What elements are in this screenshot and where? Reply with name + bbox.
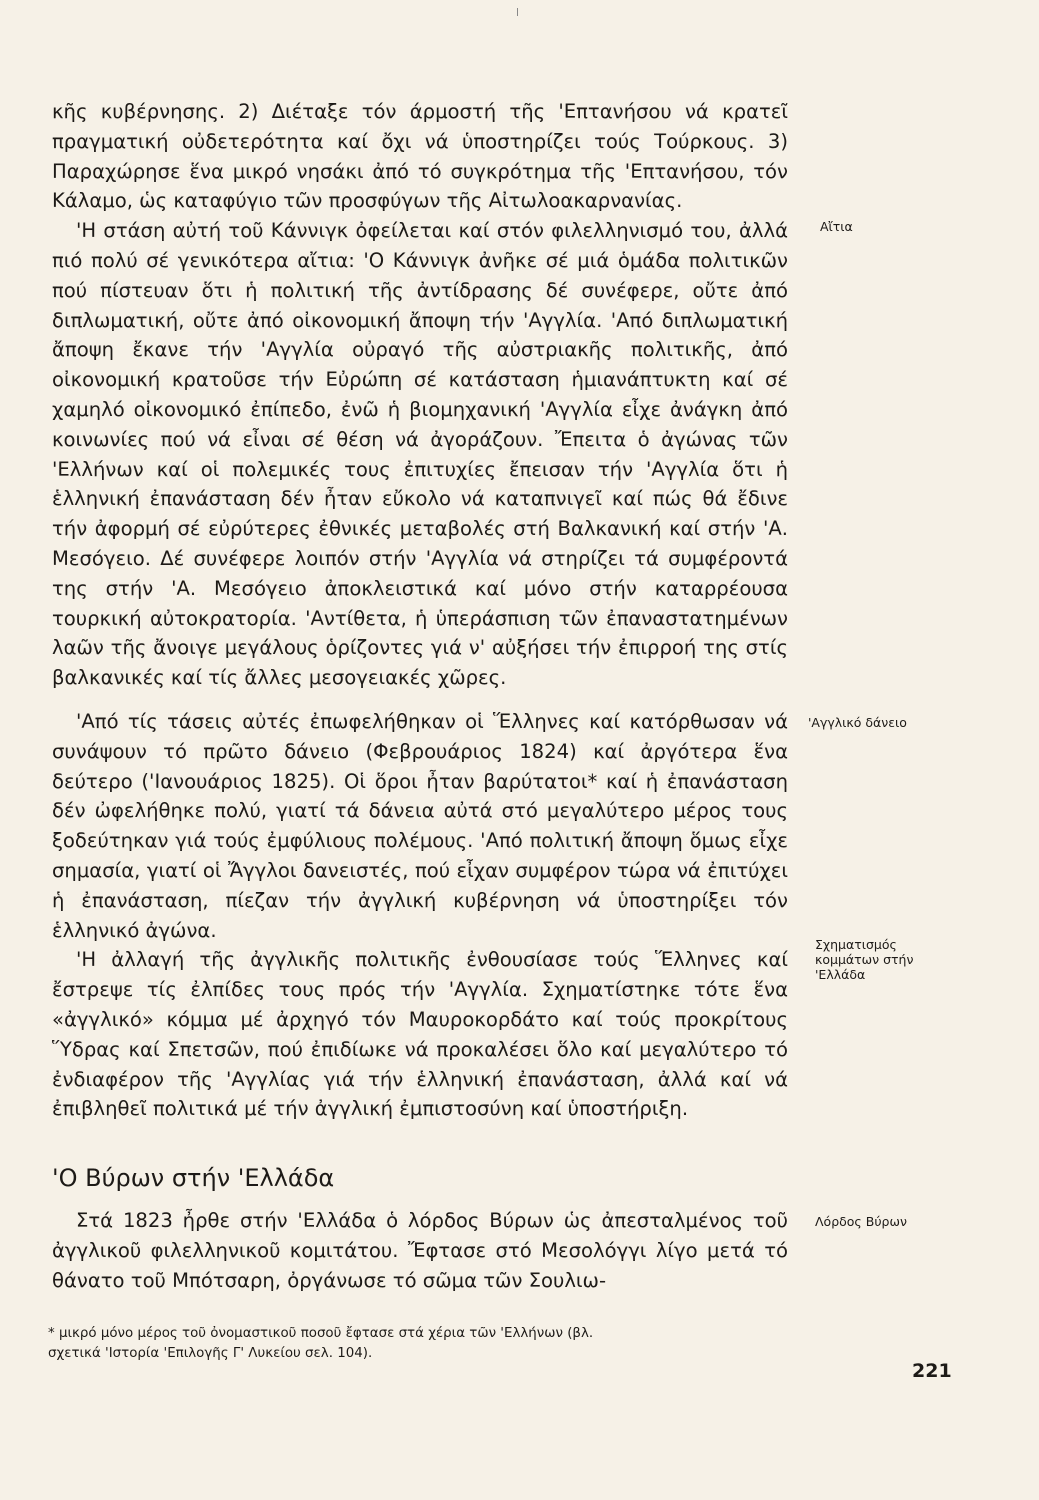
margin-note-causes: Αἴτια [820, 219, 853, 234]
footnote [48, 1324, 788, 1364]
paragraph: 'Από τίς τάσεις αὐτές ἐπωφελήθηκαν οἱ Ἕλληνες καί κατόρθωσαν νά συνάψουν τό πρῶτο δάνειο (Φεβρουάριος 1824) καί ἀργότερα ἕνα δεύτερο ('Ιανουάριος 1825). Οἱ ὅροι ἦταν βαρύτατοι* καί ἡ ἐπανάσταση δέν ὠφελήθηκε πολύ, γιατί τά δάνεια αὐτά στό μεγαλύτερο μέρος τους ξοδεύτηκαν γιά τούς ἐμφύλιους πολέμους. 'Από πολιτική ἄποψη ὅμως εἶχε σημασία, γιατί οἱ Ἄγγλοι δανειστές, πού εἶχαν συμφέρον τώρα νά ἐπιτύχει ἡ ἐπανάσταση, πίεζαν τήν ἀγγλική κυβέρνηση νά ὑποστηρίξει τόν ἑλληνικό ἀγώνα. [52, 710, 788, 942]
paragraph: 'Η στάση αὐτή τοῦ Κάννιγκ ὀφείλεται καί στόν φιλελληνισμό του, ἀλλά πιό πολύ σέ γενικότερα αἴτια: 'Ο Κάννιγκ ἀνῆκε σέ μιά ὁμάδα πολιτικῶν πού πίστευαν ὅτι ἡ πολιτική τῆς ἀντίδρασης δέ συνέφερε, οὔτε ἀπό διπλωματική, οὔτε ἀπό οἰκονομική ἄποψη τήν 'Αγγλία. 'Από διπλωματική ἄποψη ἔκανε τήν 'Αγγλία οὐραγό τῆς αὐστριακῆς πολιτικῆς, ἀπό οἰκονομική κρατοῦσε τήν Εὐρώπη σέ κατάσταση ἡμιανάπτυκτη καί σέ χαμηλό οἰκονομικό ἐπίπεδο, ἐνῶ ἡ βιομηχανική 'Αγγλία εἶχε ἀνάγκη ἀπό κοινωνίες πού νά εἶναι σέ θέση νά ἀγοράζουν. Ἔπειτα ὁ ἀγώνας τῶν 'Ελλήνων καί οἱ πολεμικές τους ἐπιτυχίες ἔπεισαν τήν 'Αγγλία ὅτι ἡ ἑλληνική ἐπανάσταση δέν ἦταν εὔκολο νά καταπνιγεῖ καί πώς θά ἔδινε τήν ἀφορμή σέ εὐρύτερες ἐθνικές μεταβολές στή Βαλκανική καί στήν 'Α. Μεσόγειο. Δέ συνέφερε λοιπόν στήν 'Αγγλία νά στηρίζει τά συμφέροντά της στήν 'Α. Μεσόγειο ἀποκλειστικά καί μόνο στήν καταρρέουσα τουρκική αὐτοκρατορία. 'Αντίθετα, ἡ ὑπεράσπιση τῶν ἐπαναστατημένων λαῶν τῆς ἄνοιγε μεγάλους ὁρίζοντες γιά ν' αὐξήσει τήν ἐπιρροή της στίς βαλκανικές καί τίς ἄλλες μεσογειακές χῶρες. [52, 219, 788, 690]
footnote-line: * μικρό μόνο μέρος τοῦ ὀνομαστικοῦ ποσοῦ ἔφτασε στά χέρια τῶν 'Ελλήνων (βλ. [48, 1326, 594, 1341]
paragraph: κῆς κυβέρνησης. 2) Διέταξε τόν άρμοστή τῆς 'Επτανήσου νά κρατεῖ πραγματική οὐδετερότητα καί ὄχι νά ὑποστηρίζει τούς Τούρκους. 3) Παραχώρησε ἕνα μικρό νησάκι ἀπό τό συγκρότημα τῆς 'Επτανήσου, τόν Κάλαμο, ὡς καταφύγιο τῶν προσφύγων τῆς Αἰτωλοακαρνανίας. [52, 100, 788, 213]
margin-note-english-loan: 'Αγγλικό δάνειο [808, 715, 907, 730]
footnote-line: σχετικά 'Ιστορία 'Επιλογῆς Γ' Λυκείου σελ. 104). [48, 1346, 373, 1361]
margin-note-party-formation: Σχηματισμός κομμάτων στήν 'Ελλάδα [815, 937, 914, 982]
text-section-2 [52, 707, 788, 1124]
paragraph: Στά 1823 ἦρθε στήν 'Ελλάδα ὁ λόρδος Βύρων ὡς ἀπεσταλμένος τοῦ ἀγγλικοῦ φιλελληνικοῦ κομιτάτου. Ἔφτασε στό Μεσολόγγι λίγο μετά τό θάνατο τοῦ Μπότσαρη, ὀργάνωσε τό σῶμα τῶν Σουλιω- [52, 1209, 788, 1292]
text-section-1 [52, 97, 788, 693]
scan-mark [517, 8, 518, 16]
margin-note-lord-byron: Λόρδος Βύρων [815, 1214, 907, 1229]
text-section-3 [52, 1206, 788, 1295]
page-number: 221 [912, 1360, 952, 1382]
section-heading: 'Ο Βύρων στήν 'Ελλάδα [52, 1164, 335, 1192]
paragraph: 'Η ἀλλαγή τῆς ἀγγλικῆς πολιτικῆς ἐνθουσίασε τούς Ἕλληνες καί ἔστρεψε τίς ἐλπίδες τους πρός τήν 'Αγγλία. Σχηματίστηκε τότε ἕνα «ἀγγλικό» κόμμα μέ ἀρχηγό τόν Μαυροκορδάτο καί τούς προκρίτους Ὕδρας καί Σπετσῶν, πού ἐπιδίωκε νά προκαλέσει ὅλο καί μεγαλύτερο τό ἐνδιαφέρον τῆς 'Αγγλίας γιά τήν ἑλληνική ἐπανάσταση, ἀλλά καί νά ἐπιβληθεῖ πολιτικά μέ τήν ἀγγλική ἐμπιστοσύνη καί ὑποστήριξη. [52, 948, 788, 1121]
